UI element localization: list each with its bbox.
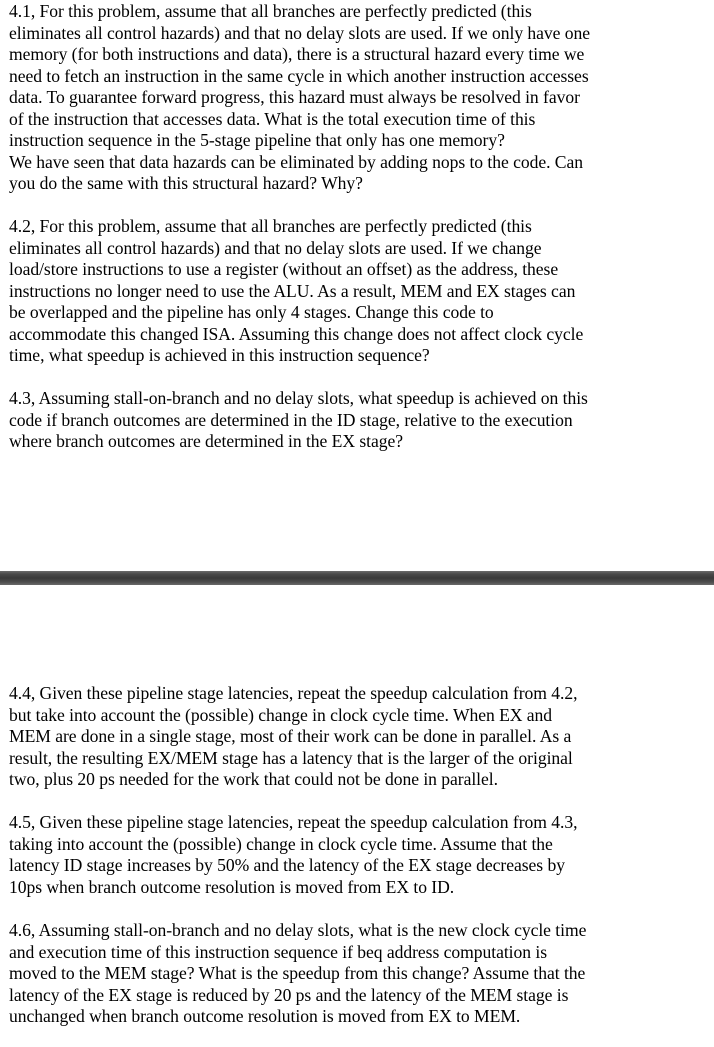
problem-4-6-line: and execution time of this instruction sequence if beq address computation is [9, 941, 548, 962]
problem-4-5-line: 10ps when branch outcome resolution is moved from EX to ID. [9, 876, 455, 897]
problem-4-1-line: We have seen that data hazards can be eliminated by adding nops to the code. Can [9, 151, 583, 172]
problem-4-1-line: data. To guarantee forward progress, this hazard must always be resolved in favor [9, 87, 580, 107]
problem-4-1-line: of the instruction that accesses data. What is the total execution time of this [9, 108, 536, 129]
problem-4-3 [9, 388, 709, 453]
problem-4-5-line: latency ID stage increases by 50% and the latency of the EX stage decreases by [9, 855, 565, 875]
problem-4-4-line: 4.4, Given these pipeline stage latencies, repeat the speedup calculation from 4.2, [9, 683, 578, 703]
problem-4-6-line: 4.6, Assuming stall-on-branch and no delay slots, what is the new clock cycle time [9, 920, 587, 940]
problem-4-2-line: load/store instructions to use a register (without an offset) as the address, these [9, 259, 559, 279]
problem-4-2-line: instructions no longer need to use the ALU. As a result, MEM and EX stages can [9, 280, 576, 301]
problem-4-6-line: latency of the EX stage is reduced by 20 ps and the latency of the MEM stage is [9, 984, 569, 1005]
problem-4-1-line: you do the same with this structural hazard? Why? [9, 173, 363, 193]
problem-4-2-line: eliminates all control hazards) and that no delay slots are used. If we change [9, 237, 542, 258]
problem-4-6-line: unchanged when branch outcome resolution is moved from EX to MEM. [9, 1006, 521, 1026]
problem-4-4-line: result, the resulting EX/MEM stage has a latency that is the larger of the original [9, 747, 573, 768]
problem-4-3-line: code if branch outcomes are determined in the ID stage, relative to the execution [9, 409, 573, 430]
problem-4-2-line: be overlapped and the pipeline has only 4 stages. Change this code to [9, 302, 494, 322]
problem-4-1-line: eliminates all control hazards) and that no delay slots are used. If we only have one [9, 22, 591, 43]
problem-4-3-line: where branch outcomes are determined in the EX stage? [9, 431, 404, 451]
problem-4-4 [9, 683, 709, 791]
problem-4-2 [9, 216, 709, 367]
problem-4-1-line: memory (for both instructions and data), there is a structural hazard every time we [9, 44, 585, 64]
problem-4-1-line: need to fetch an instruction in the same cycle in which another instruction accesses [9, 65, 589, 86]
problem-4-2-line: 4.2, For this problem, assume that all branches are perfectly predicted (this [9, 216, 532, 236]
problem-4-5-line: 4.5, Given these pipeline stage latencies, repeat the speedup calculation from 4.3, [9, 812, 578, 832]
problem-4-1-line: instruction sequence in the 5-stage pipeline that only has one memory? [9, 130, 505, 150]
problem-4-4-line: but take into account the (possible) change in clock cycle time. When EX and [9, 704, 553, 725]
problem-4-1-line: 4.1, For this problem, assume that all branches are perfectly predicted (this [9, 1, 532, 21]
problem-4-2-line: time, what speedup is achieved in this instruction sequence? [9, 345, 430, 365]
page-break-divider [0, 571, 714, 585]
problem-4-4-line: MEM are done in a single stage, most of their work can be done in parallel. As a [9, 726, 572, 746]
problem-4-5-line: taking into account the (possible) change in clock cycle time. Assume that the [9, 833, 553, 854]
problem-4-6-line: moved to the MEM stage? What is the speedup from this change? Assume that the [9, 963, 586, 983]
problem-4-6 [9, 920, 709, 1028]
problem-4-3-line: 4.3, Assuming stall-on-branch and no delay slots, what speedup is achieved on this [9, 388, 588, 408]
problem-4-4-line: two, plus 20 ps needed for the work that could not be done in parallel. [9, 769, 498, 789]
problem-4-1 [9, 1, 709, 195]
problem-4-5 [9, 812, 709, 898]
problem-4-2-line: accommodate this changed ISA. Assuming this change does not affect clock cycle [9, 323, 584, 344]
